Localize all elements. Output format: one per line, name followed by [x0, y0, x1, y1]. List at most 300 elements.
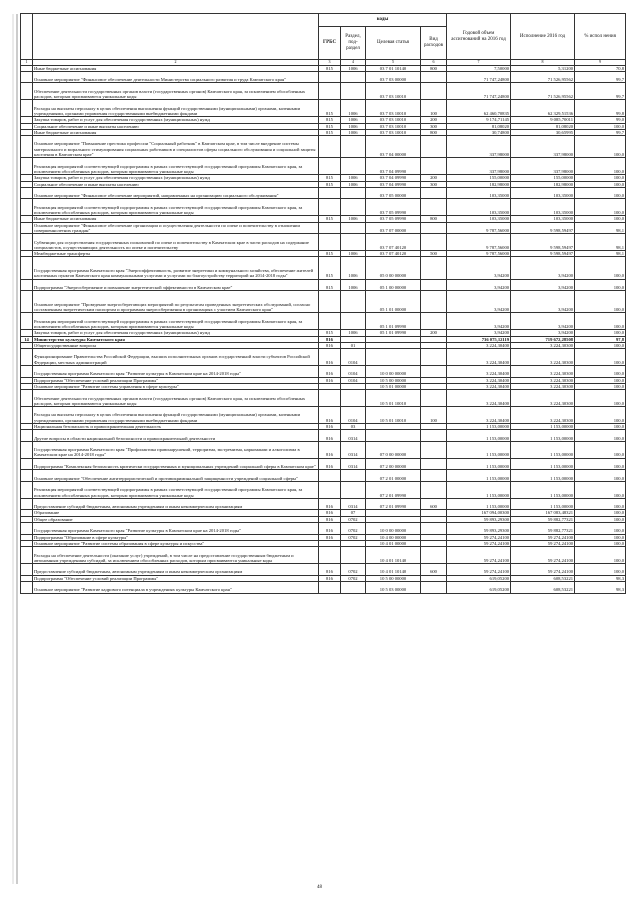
row-plan: 7,50000: [447, 65, 511, 71]
row-grbs: 816: [319, 564, 341, 576]
row-plan: 1 153,00000: [447, 424, 511, 430]
row-percent: 100,0: [575, 430, 626, 442]
row-vid: 100: [421, 407, 447, 424]
row-vid: [421, 83, 447, 100]
row-celevaya: 03 7 07 40120: [366, 234, 421, 251]
row-celevaya: 05 0 00 00000: [366, 257, 421, 279]
row-razdel: [341, 582, 366, 594]
row-grbs: 815: [319, 117, 341, 123]
row-vid: [421, 547, 447, 564]
row-name: Иные бюджетные ассигнования: [33, 129, 319, 135]
row-name: Основное мероприятие "Повышение престижа профессии "Социальный работник" в Камчатском крае, в том числе внедрение системы материального и морального стимулирования социальных работников и специалистов сферы социального обслуживания и социальной защиты населения в Камчатском крае": [33, 136, 319, 158]
row-plan: 103,35000: [447, 199, 511, 216]
row-name: Государственная программа Камчатского края "Развитие культуры в Камчатском крае на 2014-2018 годы": [33, 523, 319, 535]
table-row: [21, 83, 626, 100]
row-vid: [421, 187, 447, 199]
row-razdel: 0104: [341, 377, 366, 383]
row-grbs: 815: [319, 181, 341, 187]
row-vid: [421, 390, 447, 407]
row-percent: 100,0: [575, 540, 626, 546]
table-row: [21, 441, 626, 458]
table-row: [21, 481, 626, 498]
row-celevaya: 05 1 01 09990: [366, 313, 421, 330]
row-razdel: 0702: [341, 575, 366, 581]
table-row: [21, 222, 626, 234]
row-fact: 337,98000: [511, 158, 575, 175]
row-plan: 3,94200: [447, 279, 511, 291]
row-fact: 3 224,30300: [511, 390, 575, 407]
column-index-cell: 9: [575, 60, 626, 66]
row-vid: [421, 481, 447, 498]
row-fact: 608,53221: [511, 582, 575, 594]
row-name: Реализация мероприятий соответствующей подпрограммы в рамках соответствующей государственной программы Камчатского края, за исключением обособленных расходов, которым присваиваются уникальные коды: [33, 313, 319, 330]
row-plan: 3 224,30400: [447, 407, 511, 424]
row-percent: 100,0: [575, 390, 626, 407]
row-vid: 200: [421, 175, 447, 181]
row-celevaya: 10 0 00 00000: [366, 523, 421, 535]
row-celevaya: 10 5 01 10010: [366, 390, 421, 407]
row-grbs: [319, 481, 341, 498]
row-razdel: 01: [341, 342, 366, 348]
row-percent: 100,0: [575, 199, 626, 216]
row-percent: 100,0: [575, 407, 626, 424]
header-kody: коды: [319, 14, 447, 27]
row-number: [21, 222, 33, 234]
row-grbs: 815: [319, 65, 341, 71]
row-vid: 600: [421, 564, 447, 576]
row-razdel: 1006: [341, 181, 366, 187]
header-grbs: ГРБС: [319, 27, 341, 60]
row-vid: [421, 136, 447, 158]
table-row: [21, 158, 626, 175]
row-celevaya: 05 1 01 09990: [366, 330, 421, 336]
header-razdel: Раздел, под-раздел: [341, 27, 366, 60]
row-razdel: 03: [341, 424, 366, 430]
row-grbs: 816: [319, 430, 341, 442]
row-vid: 800: [421, 129, 447, 135]
budget-table: [20, 13, 626, 594]
row-number: 14: [21, 336, 33, 342]
row-plan: 3 224,30400: [447, 349, 511, 366]
column-index-cell: 6: [421, 60, 447, 66]
row-razdel: 1006: [341, 251, 366, 257]
row-plan: 59 274,24100: [447, 540, 511, 546]
column-index-cell: 1: [21, 60, 33, 66]
row-percent: 100,0: [575, 349, 626, 366]
table-row: [21, 100, 626, 117]
row-fact: 103,35000: [511, 199, 575, 216]
row-number: [21, 582, 33, 594]
row-percent: 100,0: [575, 181, 626, 187]
row-name: Основное мероприятие "Развитие системы управления в сфере культуры": [33, 383, 319, 389]
row-vid: [421, 158, 447, 175]
row-name: Иные бюджетные ассигнования: [33, 65, 319, 71]
row-celevaya: 10 5 01 00000: [366, 383, 421, 389]
row-fact: 71 526,95562: [511, 83, 575, 100]
row-percent: 100,0: [575, 136, 626, 158]
row-celevaya: 10 0 00 00000: [366, 366, 421, 378]
row-name: Подпрограмма "Комплексная безопасность критически государственных и муниципальных учреждений социальной сферы в Камчатском крае": [33, 458, 319, 470]
row-celevaya: 03 7 05 00000: [366, 187, 421, 199]
header-num: [21, 14, 33, 60]
column-index-cell: 3: [319, 60, 341, 66]
table-row: [21, 349, 626, 366]
row-vid: [421, 441, 447, 458]
row-plan: 3,94200: [447, 257, 511, 279]
row-fact: 1 153,00000: [511, 481, 575, 498]
row-name: Расходы на выплаты персоналу в целях обеспечения выполнения функций государственными (муниципальными) органами, казенными учреждениями, органами управления государственными внебюджетными фондами: [33, 100, 319, 117]
row-plan: 619,05200: [447, 582, 511, 594]
table-row: [21, 234, 626, 251]
row-name: Обеспечение деятельности государственных органов власти (государственных органов) Камчатского края, за исключением обособленных расходов, которым присваиваются уникальные коды: [33, 390, 319, 407]
row-name: Общее образование: [33, 516, 319, 522]
row-celevaya: [366, 430, 421, 442]
row-celevaya: 07 2 01 09990: [366, 498, 421, 510]
row-grbs: 816: [319, 407, 341, 424]
row-fact: 9 598,59497: [511, 234, 575, 251]
row-vid: [421, 222, 447, 234]
row-plan: 167 094,00300: [447, 510, 511, 516]
row-number: [21, 564, 33, 576]
row-number: [21, 458, 33, 470]
row-plan: 3,94200: [447, 313, 511, 330]
row-fact: 9 598,59497: [511, 251, 575, 257]
row-fact: 3,94200: [511, 257, 575, 279]
row-razdel: [341, 547, 366, 564]
row-percent: 100,0: [575, 481, 626, 498]
row-name: Государственная программа Камчатского края "Энергоэффективность, развитие энергетики и коммунального хозяйства, обеспечение жителей населенных пунктов Камчатского края коммунальными услугами и услугами по благоустройству территорий на 2014-2018 годы": [33, 257, 319, 279]
row-grbs: 815: [319, 175, 341, 181]
row-fact: 3,94200: [511, 291, 575, 313]
row-celevaya: 03 7 05 09990: [366, 216, 421, 222]
row-name: Основное мероприятие "Финансовое обеспечение деятельности Министерства социального развития и труда Камчатского края": [33, 71, 319, 83]
row-fact: 103,35000: [511, 187, 575, 199]
row-percent: 100,0: [575, 516, 626, 522]
row-razdel: 0104: [341, 349, 366, 366]
row-name: Закупка товаров, работ и услуг для обеспечения государственных (муниципальных) нужд: [33, 175, 319, 181]
row-grbs: 815: [319, 279, 341, 291]
row-vid: [421, 582, 447, 594]
row-number: [21, 187, 33, 199]
row-grbs: [319, 222, 341, 234]
table-row: [21, 313, 626, 330]
row-grbs: 816: [319, 349, 341, 366]
table-body: [21, 65, 626, 593]
row-celevaya: 03 7 03 10010: [366, 83, 421, 100]
row-fact: 3 224,30300: [511, 377, 575, 383]
row-name: Подпрограмма "Обеспечение условий реализации Программы": [33, 575, 319, 581]
row-grbs: [319, 83, 341, 100]
table-row: [21, 407, 626, 424]
row-name: Обеспечение деятельности государственных органов власти (государственных органов) Камчатского края, за исключением обособленных расходов, которым присваиваются уникальные коды: [33, 83, 319, 100]
row-fact: 59 882,77321: [511, 523, 575, 535]
row-vid: [421, 430, 447, 442]
row-celevaya: 03 7 04 00000: [366, 136, 421, 158]
row-grbs: 816: [319, 342, 341, 348]
row-plan: 1 153,00000: [447, 430, 511, 442]
row-percent: 100,0: [575, 175, 626, 181]
row-name: Государственная программа Камчатского края "Профилактика правонарушений, терроризма, экстремизма, наркомании и алкоголизма в Камчатском крае на 2014-2018 годы": [33, 441, 319, 458]
row-celevaya: 03 7 04 09990: [366, 175, 421, 181]
row-name: Основное мероприятие "Финансовое обеспечение мероприятий, направленных на организацию социального обслуживания": [33, 187, 319, 199]
row-fact: 1 153,00000: [511, 458, 575, 470]
row-plan: 59 893,29300: [447, 516, 511, 522]
row-plan: 3 224,30400: [447, 383, 511, 389]
row-plan: 59 893,29300: [447, 523, 511, 535]
row-celevaya: 03 7 05 09990: [366, 199, 421, 216]
row-razdel: 1006: [341, 175, 366, 181]
header-godovoy: Годовой объем ассигнований на 2016 год: [447, 14, 511, 60]
row-plan: 103,35000: [447, 187, 511, 199]
row-razdel: [341, 470, 366, 482]
column-index-cell: 8: [511, 60, 575, 66]
row-razdel: 1006: [341, 216, 366, 222]
row-razdel: [341, 313, 366, 330]
row-razdel: [341, 481, 366, 498]
row-plan: 337,98000: [447, 136, 511, 158]
row-number: [21, 441, 33, 458]
row-razdel: [341, 136, 366, 158]
row-grbs: [319, 187, 341, 199]
row-razdel: [341, 83, 366, 100]
row-celevaya: 03 7 03 10010: [366, 129, 421, 135]
row-plan: 182,98000: [447, 181, 511, 187]
row-plan: 3 224,30400: [447, 366, 511, 378]
row-percent: 100,0: [575, 313, 626, 330]
row-name: Функционирование Правительства Российской Федерации, высших исполнительных органов государственной власти субъектов Российской Федерации, местных администраций: [33, 349, 319, 366]
row-celevaya: 03 7 04 09990: [366, 158, 421, 175]
row-percent: 100,0: [575, 523, 626, 535]
row-celevaya: 07 2 01 00000: [366, 470, 421, 482]
row-fact: 59 274,24100: [511, 564, 575, 576]
row-name: Межбюджетные трансферты: [33, 251, 319, 257]
row-grbs: 816: [319, 441, 341, 458]
row-number: [21, 291, 33, 313]
row-grbs: 816: [319, 534, 341, 540]
row-plan: 3 224,30400: [447, 342, 511, 348]
row-number: [21, 71, 33, 83]
row-celevaya: 03 7 01 10140: [366, 65, 421, 71]
row-percent: 100,0: [575, 366, 626, 378]
row-percent: 99,7: [575, 129, 626, 135]
table-row: [21, 582, 626, 594]
row-vid: [421, 313, 447, 330]
row-percent: 100,0: [575, 291, 626, 313]
row-celevaya: 03 7 07 00000: [366, 222, 421, 234]
row-name: Расходы на выплаты персоналу в целях обеспечения выполнения функций государственными (муниципальными) органами, казенными учреждениями, органами управления государственными внебюджетными фондами: [33, 407, 319, 424]
row-fact: 71 526,95562: [511, 71, 575, 83]
row-number: [21, 199, 33, 216]
row-percent: 98,1: [575, 251, 626, 257]
row-celevaya: 05 1 01 00000: [366, 291, 421, 313]
row-razdel: 0314: [341, 441, 366, 458]
column-index-cell: 2: [33, 60, 319, 66]
row-razdel: 1006: [341, 279, 366, 291]
row-fact: 3 224,30300: [511, 366, 575, 378]
row-percent: 100,0: [575, 458, 626, 470]
row-grbs: 816: [319, 510, 341, 516]
row-razdel: 1006: [341, 100, 366, 117]
row-percent: 100,0: [575, 216, 626, 222]
row-celevaya: 05 1 00 00000: [366, 279, 421, 291]
row-fact: 3,94200: [511, 313, 575, 330]
table-row: [21, 199, 626, 216]
row-plan: 81,08020: [447, 123, 511, 129]
row-name: Государственная программа Камчатского края "Развитие культуры в Камчатском крае на 2014-2018 годы": [33, 366, 319, 378]
row-name: Подпрограмма "Образование в сфере культуры": [33, 534, 319, 540]
row-percent: 100,0: [575, 383, 626, 389]
row-fact: 1 153,00000: [511, 498, 575, 510]
row-name: Основное мероприятие "Развитие системы образования в сфере культуры и искусства": [33, 540, 319, 546]
row-grbs: [319, 547, 341, 564]
row-razdel: [341, 291, 366, 313]
row-number: [21, 136, 33, 158]
row-name: Расходы на обеспечение деятельности (оказание услуг) учреждений, в том числе на предоставление государственным бюджетным и автономным учреждениям субсидий, за исключением обособленных расходов, которым присваиваются уникальные коды: [33, 547, 319, 564]
row-celevaya: 07 2 01 09990: [366, 481, 421, 498]
header-vid: Вид расходов: [421, 27, 447, 60]
table-row: [21, 564, 626, 576]
row-plan: 59 274,24100: [447, 534, 511, 540]
column-index-cell: 4: [341, 60, 366, 66]
row-vid: 300: [421, 181, 447, 187]
row-percent: 97,8: [575, 336, 626, 342]
row-name: Социальное обеспечение и иные выплаты населению: [33, 181, 319, 187]
row-celevaya: 03 7 03 10010: [366, 123, 421, 129]
row-celevaya: 10 5 00 00000: [366, 575, 421, 581]
row-vid: [421, 199, 447, 216]
table-row: [21, 470, 626, 482]
row-grbs: [319, 71, 341, 83]
row-plan: 9 787,56000: [447, 251, 511, 257]
row-plan: 59 274,24100: [447, 564, 511, 576]
table-row: [21, 458, 626, 470]
row-number: [21, 430, 33, 442]
row-name: Подпрограмма "Энергосбережение и повышение энергетической эффективности в Камчатском крае": [33, 279, 319, 291]
row-razdel: 0104: [341, 407, 366, 424]
row-fact: 608,53221: [511, 575, 575, 581]
row-name: Закупка товаров, работ и услуг для обеспечения государственных (муниципальных) нужд: [33, 330, 319, 336]
row-fact: 167 083,48321: [511, 510, 575, 516]
row-name: Другие вопросы в области национальной безопасности и правоохранительной деятельности: [33, 430, 319, 442]
row-fact: 1 153,00000: [511, 470, 575, 482]
row-razdel: 1006: [341, 65, 366, 71]
row-number: [21, 349, 33, 366]
row-grbs: 815: [319, 216, 341, 222]
row-grbs: [319, 136, 341, 158]
row-fact: 719 672,28508: [511, 336, 575, 342]
row-name: Основное мероприятие "Обеспечение антитеррористической и противокриминальной защищенности учреждений социальной сферы": [33, 470, 319, 482]
row-fact: 81,08020: [511, 123, 575, 129]
row-vid: [421, 291, 447, 313]
row-name: Реализация мероприятий соответствующей подпрограммы в рамках соответствующей государственной программы Камчатского края, за исключением обособленных расходов, которым присваиваются уникальные коды: [33, 158, 319, 175]
row-fact: 30,65995: [511, 129, 575, 135]
row-grbs: [319, 470, 341, 482]
row-number: [21, 257, 33, 279]
row-plan: 155,00000: [447, 175, 511, 181]
row-percent: 99,7: [575, 71, 626, 83]
row-vid: [421, 458, 447, 470]
row-fact: 3 224,30300: [511, 383, 575, 389]
row-grbs: 816: [319, 516, 341, 522]
row-percent: 100,0: [575, 187, 626, 199]
row-fact: 3 224,30300: [511, 349, 575, 366]
row-name: Основное мероприятие "Развитие кадрового потенциала в учреждениях культуры Камчатского края": [33, 582, 319, 594]
row-percent: 100,0: [575, 257, 626, 279]
row-razdel: 07: [341, 510, 366, 516]
row-plan: 71 747,24800: [447, 83, 511, 100]
row-name: Реализация мероприятий соответствующей подпрограммы в рамках соответствующей государственной программы Камчатского края, за исключением обособленных расходов, которым присваиваются уникальные коды: [33, 481, 319, 498]
row-vid: [421, 470, 447, 482]
row-number: [21, 470, 33, 482]
row-celevaya: 03 7 03 10010: [366, 117, 421, 123]
row-number: [21, 158, 33, 175]
row-plan: 59 274,24100: [447, 547, 511, 564]
row-fact: 1 153,00000: [511, 430, 575, 442]
row-grbs: 815: [319, 100, 341, 117]
row-grbs: 816: [319, 366, 341, 378]
row-percent: 99,8: [575, 100, 626, 117]
row-razdel: 1006: [341, 117, 366, 123]
row-grbs: 815: [319, 123, 341, 129]
row-name: Закупка товаров, работ и услуг для обеспечения государственных (муниципальных) нужд: [33, 117, 319, 123]
row-celevaya: 03 7 03 00000: [366, 71, 421, 83]
row-vid: [421, 523, 447, 535]
row-razdel: [341, 158, 366, 175]
row-number: [21, 100, 33, 117]
row-grbs: 816: [319, 523, 341, 535]
row-percent: 100,0: [575, 377, 626, 383]
row-razdel: 0314: [341, 498, 366, 510]
row-razdel: 0314: [341, 430, 366, 442]
row-grbs: [319, 234, 341, 251]
row-plan: 3 224,30400: [447, 377, 511, 383]
row-percent: 100,0: [575, 470, 626, 482]
header-name: [33, 14, 319, 60]
row-plan: 3,94200: [447, 291, 511, 313]
row-grbs: [319, 313, 341, 330]
row-percent: 100,0: [575, 330, 626, 336]
row-fact: 155,00000: [511, 175, 575, 181]
row-plan: 3,94200: [447, 330, 511, 336]
row-percent: 100,0: [575, 564, 626, 576]
row-plan: 1 153,00000: [447, 458, 511, 470]
header-percent: % испол нения: [575, 14, 626, 60]
row-grbs: 816: [319, 377, 341, 383]
row-celevaya: 10 4 00 00000: [366, 534, 421, 540]
row-percent: 100,0: [575, 441, 626, 458]
row-name: Основное мероприятие "Финансовое обеспечение организации и осуществления деятельности по опеке и попечительству в отношении совершеннолетних граждан": [33, 222, 319, 234]
row-fact: 182,98000: [511, 181, 575, 187]
row-celevaya: 10 4 01 10140: [366, 564, 421, 576]
table-row: [21, 498, 626, 510]
row-razdel: 0702: [341, 564, 366, 576]
row-grbs: 815: [319, 251, 341, 257]
row-fact: 3,94200: [511, 330, 575, 336]
row-plan: 736 075,12119: [447, 336, 511, 342]
row-percent: 100,0: [575, 510, 626, 516]
table-row: [21, 366, 626, 378]
row-razdel: 0314: [341, 458, 366, 470]
column-index-cell: 5: [366, 60, 421, 66]
table-row: [21, 523, 626, 535]
row-fact: 59 274,24100: [511, 547, 575, 564]
row-fact: 9 085,70011: [511, 117, 575, 123]
row-grbs: 816: [319, 336, 341, 342]
row-razdel: [341, 234, 366, 251]
row-number: [21, 523, 33, 535]
row-celevaya: 07 0 00 00000: [366, 441, 421, 458]
row-number: [21, 407, 33, 424]
